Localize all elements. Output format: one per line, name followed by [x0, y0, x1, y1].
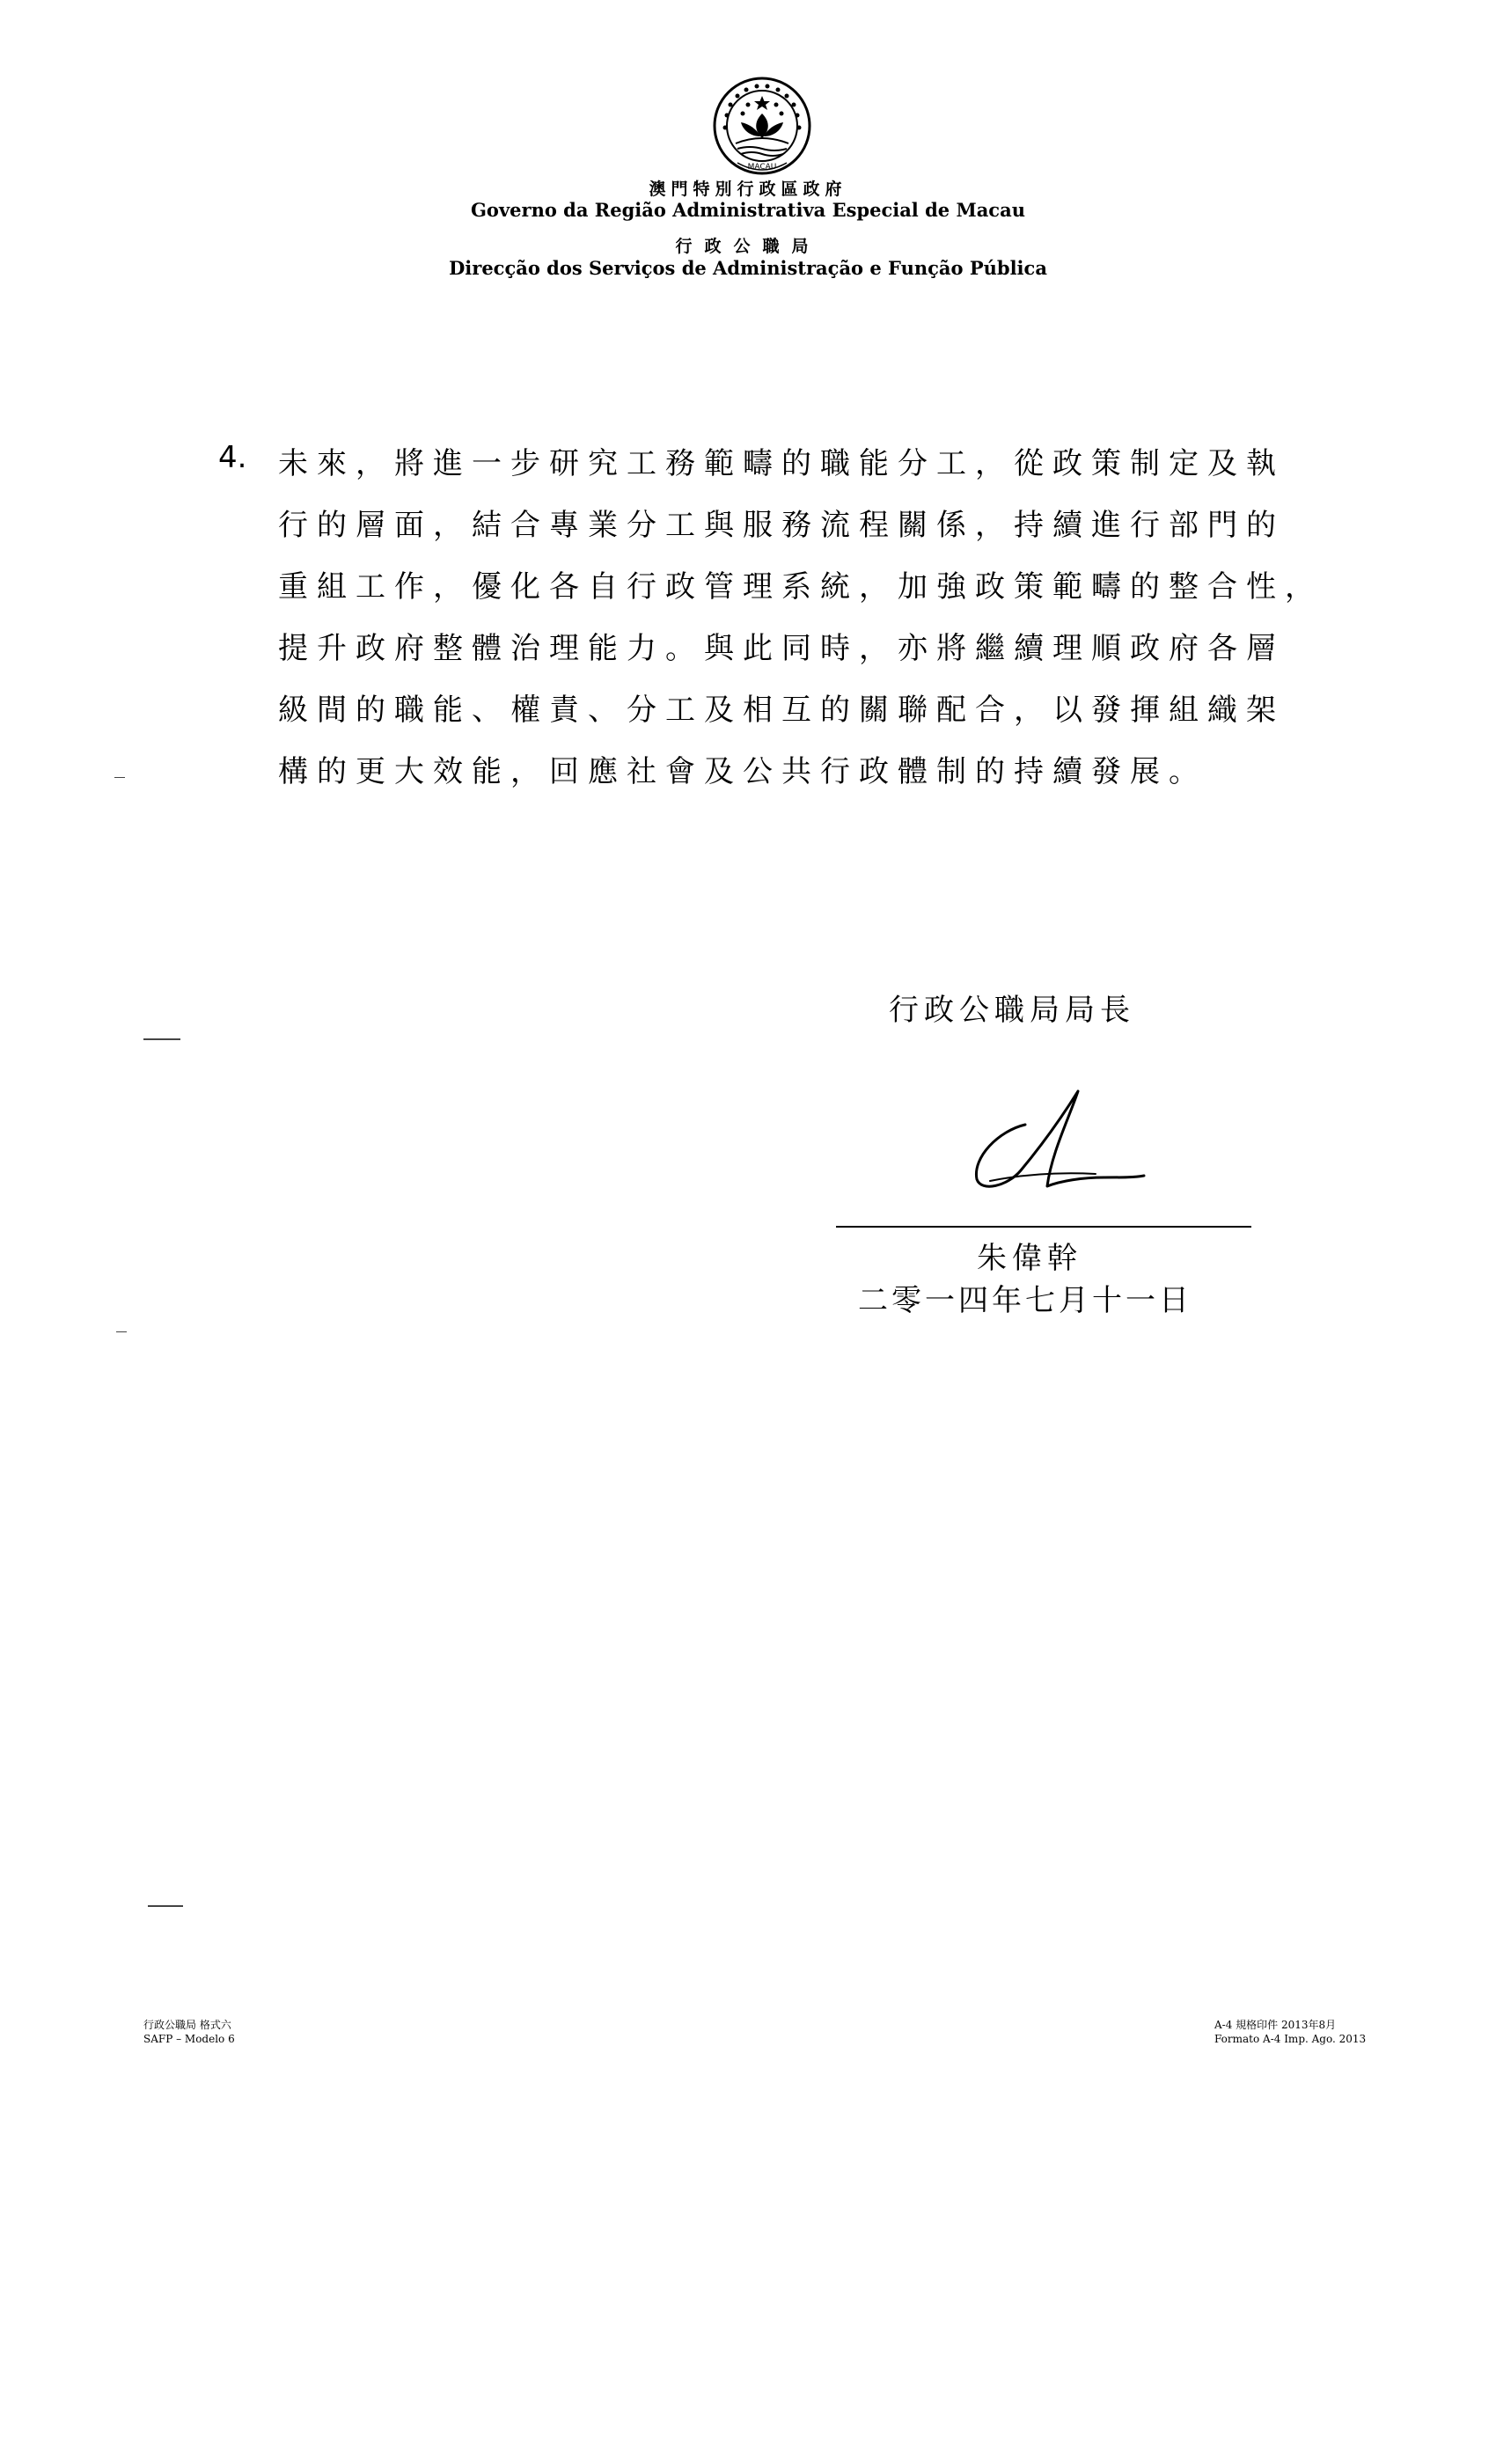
handwritten-signature	[964, 1082, 1148, 1197]
paragraph-line: 重組工作，優化各自行政管理系統，加強政策範疇的整合性，	[278, 569, 1324, 605]
paragraph-number: 4.	[218, 440, 247, 475]
government-name-chinese: 澳門特別行政區政府	[649, 180, 847, 199]
paragraph-line: 未來，將進一步研究工務範疇的職能分工，從政策制定及執	[278, 446, 1285, 481]
department-name-chinese: 行政公職局	[675, 237, 821, 256]
paragraph-body	[278, 433, 1324, 803]
footer-print-format-chinese: A-4 規格印件 2013年8月	[1214, 2019, 1337, 2031]
paragraph-line: 行的層面，結合專業分工與服務流程關係，持續進行部門的	[278, 508, 1285, 543]
government-name-portuguese: Governo da Região Administrativa Especial de Macau	[471, 199, 1025, 221]
macau-emblem-icon	[704, 75, 820, 182]
margin-tick	[114, 777, 125, 778]
margin-tick	[143, 1038, 180, 1040]
signature-date: 二零一四年七月十一日	[858, 1283, 1192, 1318]
signature-line	[836, 1226, 1251, 1228]
paragraph-line: 級間的職能、權責、分工及相互的關聯配合，以發揮組織架	[278, 693, 1285, 728]
paragraph-line: 構的更大效能，回應社會及公共行政體制的持續發展。	[278, 754, 1207, 789]
footer-print-format-portuguese: Formato A-4 Imp. Ago. 2013	[1214, 2033, 1367, 2045]
margin-tick	[148, 1905, 183, 1907]
emblem-label: MACAU	[747, 163, 777, 172]
footer-form-code-chinese: 行政公職局 格式六	[143, 2019, 231, 2031]
paragraph-line: 提升政府整體治理能力。與此同時，亦將繼續理順政府各層	[278, 631, 1285, 666]
footer-form-code-portuguese: SAFP – Modelo 6	[143, 2033, 235, 2045]
signatory-title: 行政公職局局長	[889, 993, 1135, 1028]
signatory-name: 朱偉幹	[977, 1241, 1082, 1276]
margin-tick	[116, 1331, 127, 1332]
department-name-portuguese: Direcção dos Serviços de Administração e Função Pública	[449, 257, 1047, 279]
